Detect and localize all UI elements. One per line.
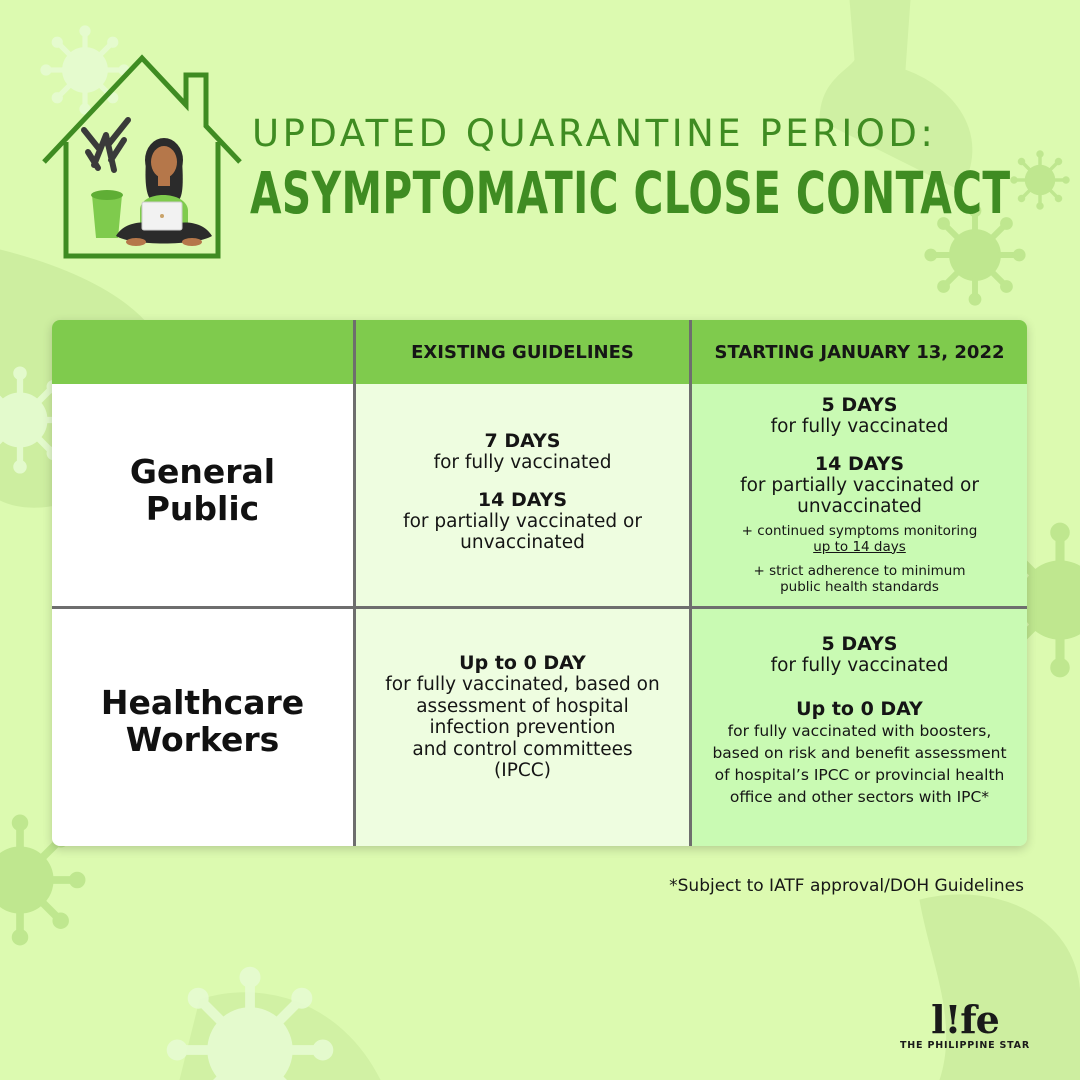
row-label-general-public bbox=[52, 453, 353, 527]
row-label-line: Healthcare bbox=[100, 683, 305, 722]
duration-text: 14 DAYS bbox=[814, 452, 905, 475]
description-text: for partially vaccinated or bbox=[403, 510, 642, 532]
row-divider bbox=[52, 606, 1027, 609]
note-underlined-text: up to 14 days bbox=[813, 538, 906, 555]
description-text: for fully vaccinated bbox=[770, 416, 949, 437]
header-starting-date: STARTING JANUARY 13, 2022 bbox=[714, 341, 1005, 363]
healthcare-new-content bbox=[692, 633, 1027, 808]
row-label-line: Workers bbox=[125, 720, 280, 759]
potted-plant-icon bbox=[84, 120, 128, 238]
logo-mark: l!fe bbox=[931, 997, 999, 1042]
general-existing-content bbox=[356, 430, 689, 554]
description-text: assessment of hospital bbox=[416, 695, 629, 717]
woman-with-laptop-icon bbox=[116, 138, 212, 246]
duration-text: Up to 0 DAY bbox=[459, 652, 586, 674]
quarantine-guidelines-table bbox=[52, 320, 1027, 846]
description-text: infection prevention bbox=[429, 717, 616, 738]
description-text: office and other sectors with IPC* bbox=[729, 787, 990, 806]
note-text: + strict adherence to minimum bbox=[753, 562, 966, 579]
description-text: (IPCC) bbox=[494, 760, 551, 781]
description-text: unvaccinated bbox=[797, 496, 922, 517]
logo-subtitle: THE PHILIPPINE STAR bbox=[900, 1040, 1030, 1051]
duration-text: 14 DAYS bbox=[477, 488, 568, 511]
description-text: for partially vaccinated or bbox=[740, 474, 979, 496]
brand-logo bbox=[900, 997, 1030, 1070]
healthcare-existing-content bbox=[356, 652, 689, 782]
header-existing-guidelines: EXISTING GUIDELINES bbox=[411, 341, 634, 363]
duration-text: 5 DAYS bbox=[821, 394, 898, 416]
header-blank-cell bbox=[52, 320, 353, 384]
description-text: for fully vaccinated bbox=[770, 655, 949, 676]
description-text: and control committees bbox=[412, 738, 633, 760]
description-text: for fully vaccinated bbox=[433, 452, 612, 473]
description-text: of hospital’s IPCC or provincial health bbox=[714, 765, 1005, 784]
note-text bbox=[692, 539, 1027, 555]
footnote: *Subject to IATF approval/DOH Guidelines bbox=[669, 876, 1024, 896]
row-label-line: General bbox=[129, 452, 276, 491]
duration-text: 5 DAYS bbox=[821, 633, 898, 655]
description-text: unvaccinated bbox=[460, 532, 585, 553]
note-text: + continued symptoms monitoring bbox=[741, 522, 978, 539]
description-text: for fully vaccinated, based on bbox=[385, 674, 660, 695]
description-text: for fully vaccinated with boosters, bbox=[727, 721, 992, 740]
row-label-line: Public bbox=[145, 489, 260, 528]
general-new-content bbox=[692, 394, 1027, 595]
row-label-healthcare-workers bbox=[52, 684, 353, 758]
description-text: based on risk and benefit assessment bbox=[712, 743, 1007, 762]
title-subheading: UPDATED QUARANTINE PERIOD: bbox=[252, 112, 937, 155]
home-quarantine-illustration bbox=[36, 50, 248, 264]
note-text: public health standards bbox=[780, 578, 939, 595]
title-heading: ASYMPTOMATIC CLOSE CONTACT bbox=[250, 159, 1011, 227]
duration-text: 7 DAYS bbox=[484, 430, 561, 452]
duration-text: Up to 0 DAY bbox=[796, 697, 923, 720]
